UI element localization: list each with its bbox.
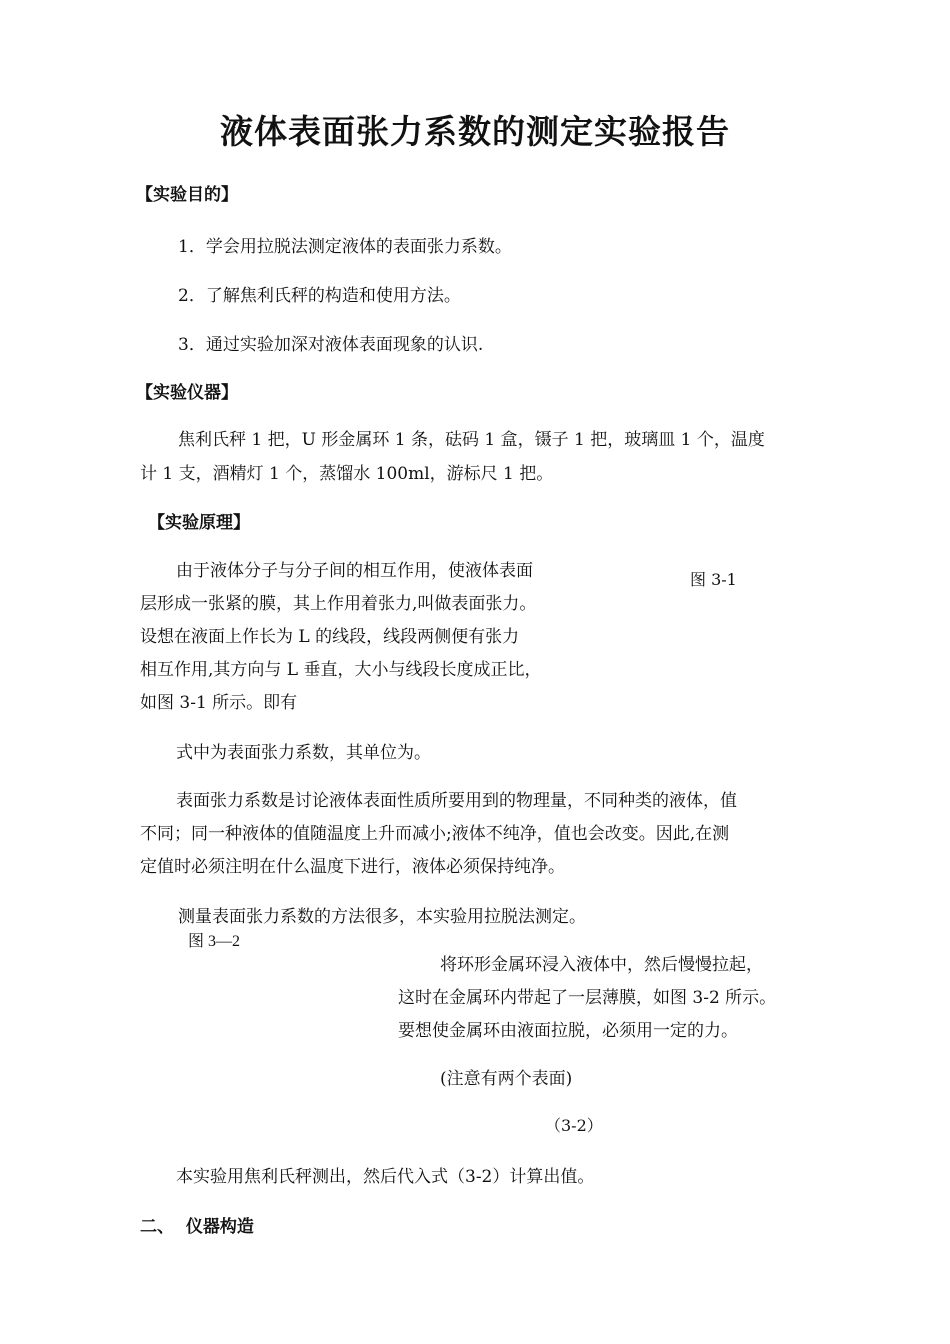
structure-heading: 二、 仪器构造 [140,1217,254,1237]
instruments-line-2: 计 1 支，酒精灯 1 个，蒸馏水 100ml，游标尺 1 把。 [140,464,554,484]
principle-para5-line-2: 这时在金属环内带起了一层薄膜，如图 3-2 所示。 [398,988,777,1008]
figure-3-1-caption: 图 3-1 [690,570,737,589]
principle-para5-line-3: 要想使金属环由液面拉脱，必须用一定的力。 [398,1021,738,1041]
equation-number: （3-2） [545,1116,603,1135]
instruments-heading: 【实验仪器】 [136,383,238,403]
principle-para3-line-3: 定值时必须注明在什么温度下进行，液体必须保持纯净。 [140,857,565,877]
principle-para1-line-1: 由于液体分子与分子间的相互作用，使液体表面 [176,561,533,581]
purpose-heading: 【实验目的】 [136,185,238,205]
purpose-item-1: 1．学会用拉脱法测定液体的表面张力系数。 [178,237,512,257]
note-two-surfaces: (注意有两个表面) [440,1069,573,1089]
principle-para1-line-5: 如图 3-1 所示。即有 [140,693,298,713]
principle-para3-line-2: 不同；同一种液体的值随温度上升而减小;液体不纯净，值也会改变。因此,在测 [140,824,730,844]
principle-para6: 本实验用焦利氏秤测出，然后代入式（3-2）计算出值。 [176,1167,595,1187]
principle-para4: 测量表面张力系数的方法很多，本实验用拉脱法测定。 [178,907,586,927]
purpose-item-2: 2．了解焦利氏秤的构造和使用方法。 [178,286,461,306]
principle-para1-line-4: 相互作用,其方向与 L 垂直，大小与线段长度成正比， [140,660,542,680]
principle-para2: 式中为表面张力系数，其单位为。 [176,743,431,763]
principle-para5-line-1: 将环形金属环浸入液体中，然后慢慢拉起， [440,955,763,975]
principle-para3-line-1: 表面张力系数是讨论液体表面性质所要用到的物理量，不同种类的液体，值 [176,791,737,811]
document-title: 液体表面张力系数的测定实验报告 [220,112,730,151]
instruments-line-1: 焦利氏秤 1 把，U 形金属环 1 条，砝码 1 盒，镊子 1 把，玻璃皿 1 个，温度 [178,430,765,450]
principle-para1-line-2: 层形成一张紧的膜，其上作用着张力,叫做表面张力。 [140,594,537,614]
figure-3-2-caption: 图 3—2 [188,933,241,950]
principle-heading: 【实验原理】 [148,513,250,533]
purpose-item-3: 3．通过实验加深对液体表面现象的认识. [178,335,484,355]
principle-para1-line-3: 设想在液面上作长为 L 的线段，线段两侧便有张力 [140,627,520,647]
